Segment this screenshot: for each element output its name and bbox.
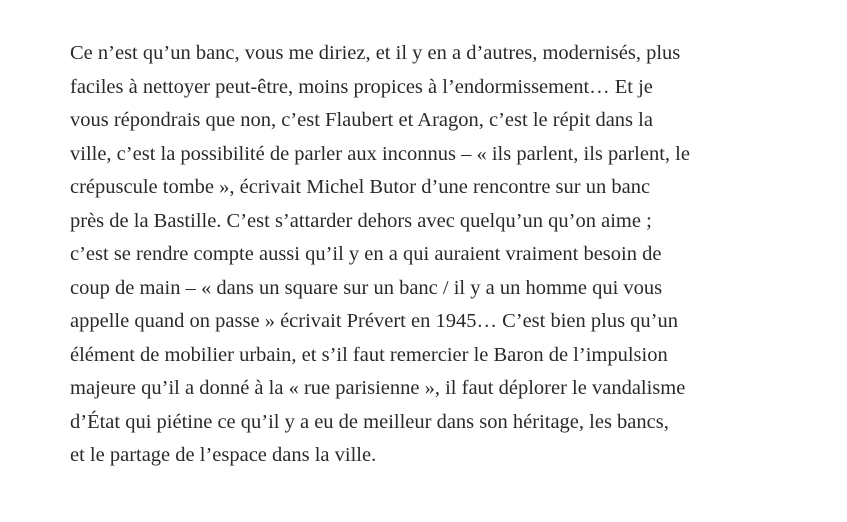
paragraph-line: Ce n’est qu’un banc, vous me diriez, et il y en a d’autres, modernisés, plus <box>70 42 681 64</box>
paragraph-line: près de la Bastille. C’est s’attarder dehors avec quelqu’un qu’on aime ; <box>70 209 652 232</box>
article-paragraph <box>70 37 810 473</box>
paragraph-line: élément de mobilier urbain, et s’il faut remercier le Baron de l’impulsion <box>70 343 668 366</box>
paragraph-line: c’est se rendre compte aussi qu’il y en a qui auraient vraiment besoin de <box>70 243 662 265</box>
paragraph-line: ville, c’est la possibilité de parler aux inconnus – « ils parlent, ils parlent, le <box>70 142 690 165</box>
paragraph-line: majeure qu’il a donné à la « rue parisienne », il faut déplorer le vandalisme <box>70 377 686 399</box>
paragraph-line: faciles à nettoyer peut-être, moins propices à l’endormissement… Et je <box>70 75 653 98</box>
paragraph-line: et le partage de l’espace dans la ville. <box>70 444 377 466</box>
paragraph-line: d’État qui piétine ce qu’il y a eu de meilleur dans son héritage, les bancs, <box>70 410 669 433</box>
paragraph-line: coup de main – « dans un square sur un banc / il y a un homme qui vous <box>70 276 663 299</box>
paragraph-line: vous répondrais que non, c’est Flaubert et Aragon, c’est le répit dans la <box>70 109 653 131</box>
paragraph-line: appelle quand on passe » écrivait Prévert en 1945… C’est bien plus qu’un <box>70 310 679 332</box>
paragraph-line: crépuscule tombe », écrivait Michel Butor d’une rencontre sur un banc <box>70 176 651 198</box>
